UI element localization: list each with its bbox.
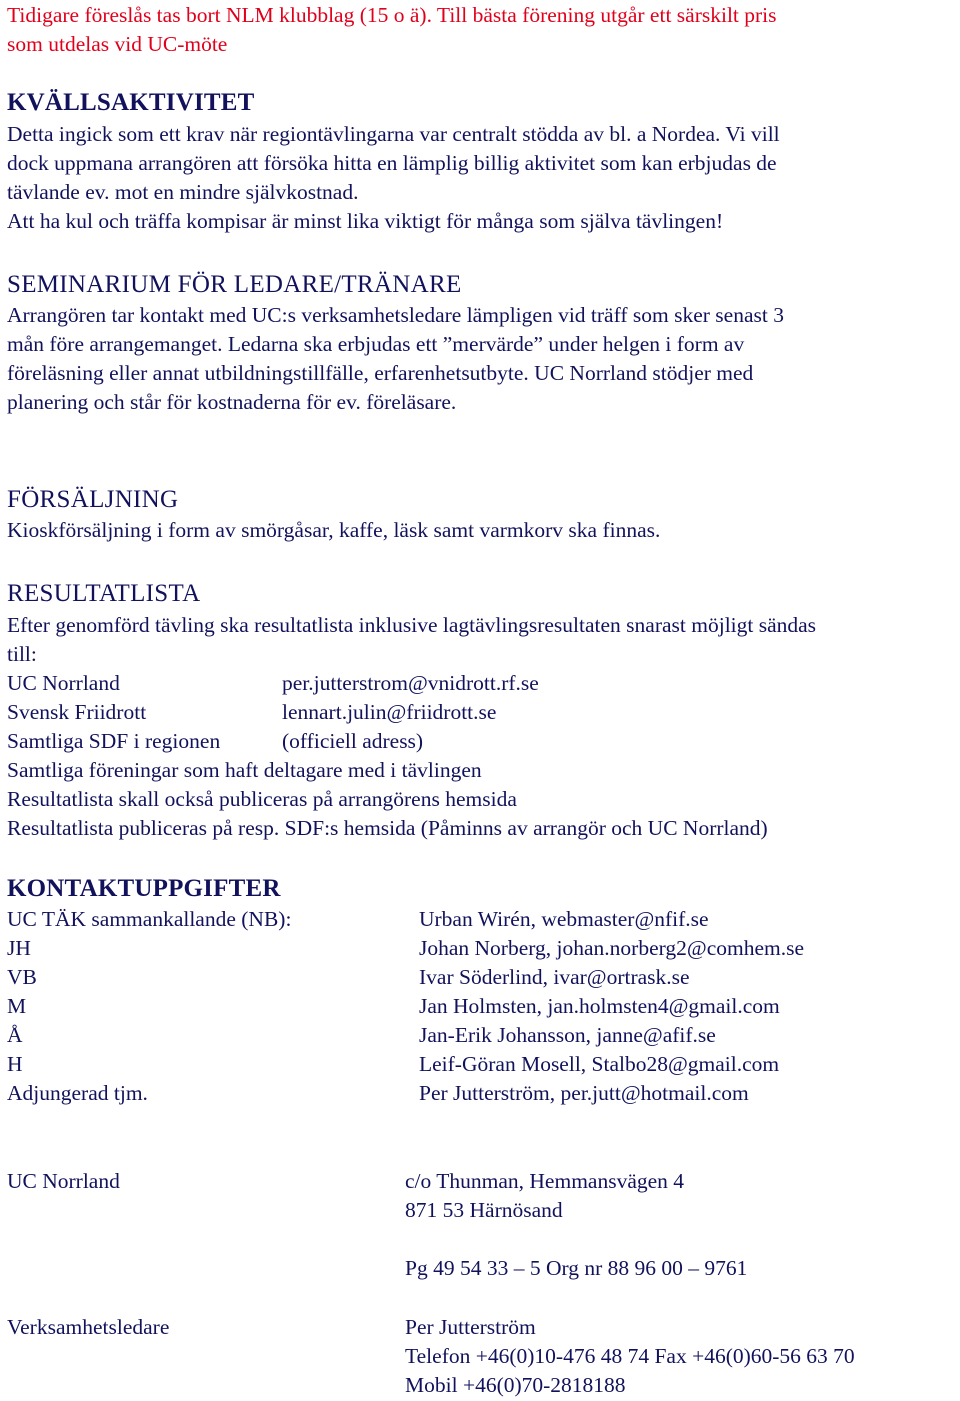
contact-role: M (7, 994, 27, 1018)
kvall-line: dock uppmana arrangören att försöka hitta en lämplig billig aktivitet som kan erbjudas de (7, 151, 777, 175)
footer-address-2: 871 53 Härnösand (405, 1198, 563, 1222)
kvall-line: tävlande ev. mot en mindre självkostnad. (7, 180, 359, 204)
seminarium-line: planering och står för kostnaderna för ev. föreläsare. (7, 390, 457, 414)
footer-pg-org: Pg 49 54 33 – 5 Org nr 88 96 00 – 9761 (405, 1256, 748, 1280)
heading-resultatlista: RESULTATLISTA (7, 580, 201, 607)
seminarium-line: föreläsning eller annat utbildningstillfälle, erfarenhetsutbyte. UC Norrland stödjer med (7, 361, 754, 385)
intro-line-2: som utdelas vid UC-möte (7, 32, 228, 56)
intro-line-1: Tidigare föreslås tas bort NLM klubblag (15 o ä). Till bästa förening utgår ett särskilt pris (7, 3, 777, 27)
contact-person[interactable]: Leif-Göran Mosell, Stalbo28@gmail.com (419, 1052, 780, 1076)
contact-person[interactable]: Ivar Söderlind, ivar@ortrask.se (419, 965, 690, 989)
contact-person[interactable]: Johan Norberg, johan.norberg2@comhem.se (419, 936, 805, 960)
footer-role: Verksamhetsledare (7, 1315, 170, 1339)
forsaljning-text: Kioskförsäljning i form av smörgåsar, kaffe, läsk samt varmkorv ska finnas. (7, 518, 661, 542)
contact-person[interactable]: Urban Wirén, webmaster@nfif.se (419, 907, 709, 931)
footer-phone: Telefon +46(0)10-476 48 74 Fax +46(0)60-56 63 70 (405, 1344, 855, 1368)
heading-seminarium: SEMINARIUM FÖR LEDARE/TRÄNARE (7, 271, 462, 298)
contact-role: Å (7, 1023, 23, 1047)
recipient-name: Samtliga SDF i regionen (7, 729, 221, 753)
kvall-line: Detta ingick som ett krav när regiontävlingarna var centralt stödda av bl. a Nordea. Vi vill (7, 122, 780, 146)
contact-person[interactable]: Per Jutterström, per.jutt@hotmail.com (419, 1081, 749, 1105)
resultatlista-note: Samtliga föreningar som haft deltagare med i tävlingen (7, 758, 482, 782)
heading-forsaljning: FÖRSÄLJNING (7, 486, 179, 513)
recipient-email[interactable]: lennart.julin@friidrott.se (282, 700, 497, 724)
footer-name: Per Jutterström (405, 1315, 536, 1339)
resultatlista-note: Resultatlista skall också publiceras på arrangörens hemsida (7, 787, 517, 811)
contact-role: UC TÄK sammankallande (NB): (7, 907, 292, 931)
resultatlista-line-2: till: (7, 642, 37, 666)
footer-mobile: Mobil +46(0)70-2818188 (405, 1373, 626, 1397)
contact-person[interactable]: Jan Holmsten, jan.holmsten4@gmail.com (419, 994, 780, 1018)
seminarium-line: Arrangören tar kontakt med UC:s verksamhetsledare lämpligen vid träff som sker senast 3 (7, 303, 784, 327)
heading-kvallsaktivitet: KVÄLLSAKTIVITET (7, 89, 255, 116)
heading-kontaktuppgifter: KONTAKTUPPGIFTER (7, 875, 281, 902)
resultatlista-line-1: Efter genomförd tävling ska resultatlista inklusive lagtävlingsresultaten snarast möjligt sändas (7, 613, 817, 637)
seminarium-line: mån före arrangemanget. Ledarna ska erbjudas ett ”mervärde” under helgen i form av (7, 332, 745, 356)
contact-role: JH (7, 936, 31, 960)
contact-person[interactable]: Jan-Erik Johansson, janne@afif.se (419, 1023, 716, 1047)
footer-address-1: c/o Thunman, Hemmansvägen 4 (405, 1169, 685, 1193)
footer-org: UC Norrland (7, 1169, 120, 1193)
contact-role: VB (7, 965, 37, 989)
contact-role: Adjungerad tjm. (7, 1081, 148, 1105)
contact-role: H (7, 1052, 23, 1076)
resultatlista-note: Resultatlista publiceras på resp. SDF:s hemsida (Påminns av arrangör och UC Norrland) (7, 816, 768, 840)
recipient-name: Svensk Friidrott (7, 700, 147, 724)
kvall-line: Att ha kul och träffa kompisar är minst lika viktigt för många som själva tävlingen! (7, 209, 724, 233)
recipient-email[interactable]: per.jutterstrom@vnidrott.rf.se (282, 671, 539, 695)
recipient-name: UC Norrland (7, 671, 120, 695)
recipient-contact: (officiell adress) (282, 729, 424, 753)
